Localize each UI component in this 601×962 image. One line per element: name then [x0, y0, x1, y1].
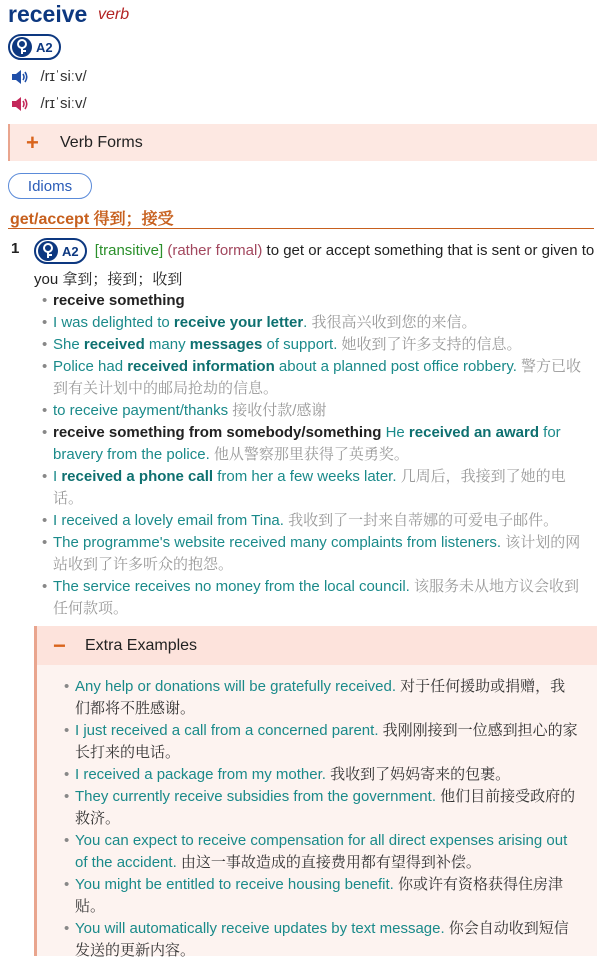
idioms-button[interactable]: Idioms — [8, 173, 92, 199]
bullet: • — [64, 832, 70, 849]
extra-example-chinese: 由这一事故造成的直接费用都有望得到补偿。 — [176, 854, 481, 871]
bullet: • — [42, 358, 48, 375]
example-chinese: 我收到了一封来自蒂娜的可爱电子邮件。 — [283, 512, 559, 529]
verb-forms-toggle[interactable] — [8, 124, 597, 161]
bullet: • — [64, 678, 70, 695]
example-chinese: 她收到了许多支持的信息。 — [337, 336, 522, 353]
extra-example-item — [64, 786, 580, 830]
speaker-us-icon[interactable] — [10, 96, 30, 112]
example-item — [42, 532, 593, 576]
extra-example-english: You might be entitled to receive housing benefit. — [75, 876, 394, 893]
extra-example-item — [64, 720, 580, 764]
verb-forms-label: Verb Forms — [60, 133, 143, 151]
bullet: • — [42, 314, 48, 331]
example-item — [42, 334, 593, 356]
level-label: A2 — [36, 39, 53, 55]
extra-example-english: Any help or donations will be gratefully received. — [75, 678, 397, 695]
bullet: • — [42, 402, 48, 419]
part-of-speech: verb — [98, 6, 130, 23]
example-chinese: 他从警察那里获得了英勇奖。 — [209, 446, 409, 463]
extra-example-item — [64, 918, 580, 962]
grammar-label: [transitive] — [94, 242, 164, 259]
example-english: He received an award for bravery from the police. — [53, 424, 561, 463]
example-item — [42, 356, 593, 400]
bullet: • — [42, 578, 48, 595]
bullet: • — [42, 468, 48, 485]
example-chinese: 几周后，我接到了她的电话。 — [53, 468, 566, 507]
collocation-pattern: receive something — [53, 292, 185, 309]
extra-example-english: You will automatically receive updates by text message. — [75, 920, 445, 937]
bullet: • — [42, 424, 48, 441]
sense-level-label: A2 — [62, 243, 79, 259]
example-english: I was delighted to receive your letter. — [53, 314, 308, 331]
extra-example-chinese: 你或许有资格获得住房津贴。 — [75, 876, 564, 915]
oxford-3000-badge[interactable] — [8, 34, 61, 62]
example-chinese: 警方已收到有关计划中的邮局抢劫的信息。 — [53, 358, 582, 397]
bullet: • — [42, 292, 48, 309]
pron-us-row — [10, 95, 87, 113]
example-english: She received many messages of support. — [53, 336, 338, 353]
extra-example-item — [64, 874, 580, 918]
example-english: I received a phone call from her a few weeks later. — [53, 468, 397, 485]
example-item — [42, 290, 593, 312]
example-chinese: 接收付款/感谢 — [228, 402, 327, 419]
extra-example-english: I received a package from my mother. — [75, 766, 326, 783]
bullet: • — [64, 766, 70, 783]
extra-example-english: I just received a call from a concerned parent. — [75, 722, 379, 739]
bullet: • — [42, 512, 48, 529]
bullet: • — [64, 722, 70, 739]
example-chinese: 我很高兴收到您的来信。 — [307, 314, 477, 331]
speaker-uk-icon[interactable] — [10, 69, 30, 85]
example-chinese: 该服务未从地方议会收到任何款项。 — [53, 578, 579, 617]
collocation-pattern: receive something from somebody/something — [53, 424, 386, 441]
extra-example-chinese: 你会自动收到短信发送的更新内容。 — [75, 920, 569, 959]
sense-definition-block — [34, 236, 596, 294]
sense-level-badge[interactable] — [34, 238, 87, 264]
extra-examples-toggle[interactable] — [34, 626, 597, 665]
example-item — [42, 400, 593, 422]
headword: receive — [8, 1, 88, 27]
bullet: • — [42, 336, 48, 353]
extra-example-english: You can expect to receive compensation for all direct expenses arising out of the accident. — [75, 832, 568, 871]
minus-icon: − — [53, 632, 66, 658]
example-chinese: 该计划的网站收到了许多听众的抱怨。 — [53, 534, 581, 573]
pronunciation-us: /rɪˈsiːv/ — [40, 95, 87, 112]
example-item — [42, 422, 593, 466]
extra-example-chinese: 对于任何援助或捐赠，我们都将不胜感谢。 — [75, 678, 566, 717]
example-english: I received a lovely email from Tina. — [53, 512, 284, 529]
example-item — [42, 466, 593, 510]
example-english: to receive payment/thanks — [53, 402, 229, 419]
bullet: • — [64, 920, 70, 937]
extra-examples-label: Extra Examples — [85, 636, 198, 654]
example-english: Police had received information about a planned post office robbery. — [53, 358, 517, 375]
example-english: The programme's website received many complaints from listeners. — [53, 534, 502, 551]
bullet: • — [64, 876, 70, 893]
example-item — [42, 312, 593, 334]
plus-icon: + — [26, 129, 39, 155]
bullet: • — [64, 788, 70, 805]
sense-number: 1 — [11, 240, 20, 257]
example-english: The service receives no money from the local council. — [53, 578, 410, 595]
extra-example-item — [64, 764, 580, 786]
shortcut-heading: get/accept 得到；接受 — [10, 211, 174, 228]
key-icon — [38, 241, 58, 261]
extra-example-english: They currently receive subsidies from the government. — [75, 788, 436, 805]
extra-example-item — [64, 676, 580, 720]
shortcut-divider — [8, 228, 594, 229]
extra-example-chinese: 他们目前接受政府的救济。 — [75, 788, 576, 827]
register-label: (rather formal) — [167, 242, 263, 259]
bullet: • — [42, 534, 48, 551]
definition-text: to get or accept something that is sent or given to you 拿到；接到；收到 — [34, 242, 595, 288]
extra-example-item — [64, 830, 580, 874]
extra-example-chinese: 我刚刚接到一位感到担心的家长打来的电话。 — [75, 722, 578, 761]
pron-uk-row — [10, 68, 87, 86]
key-icon — [12, 37, 32, 57]
example-item — [42, 510, 593, 532]
extra-example-chinese: 我收到了妈妈寄来的包裹。 — [325, 766, 511, 783]
pronunciation-uk: /rɪˈsiːv/ — [40, 68, 87, 85]
example-item — [42, 576, 593, 620]
